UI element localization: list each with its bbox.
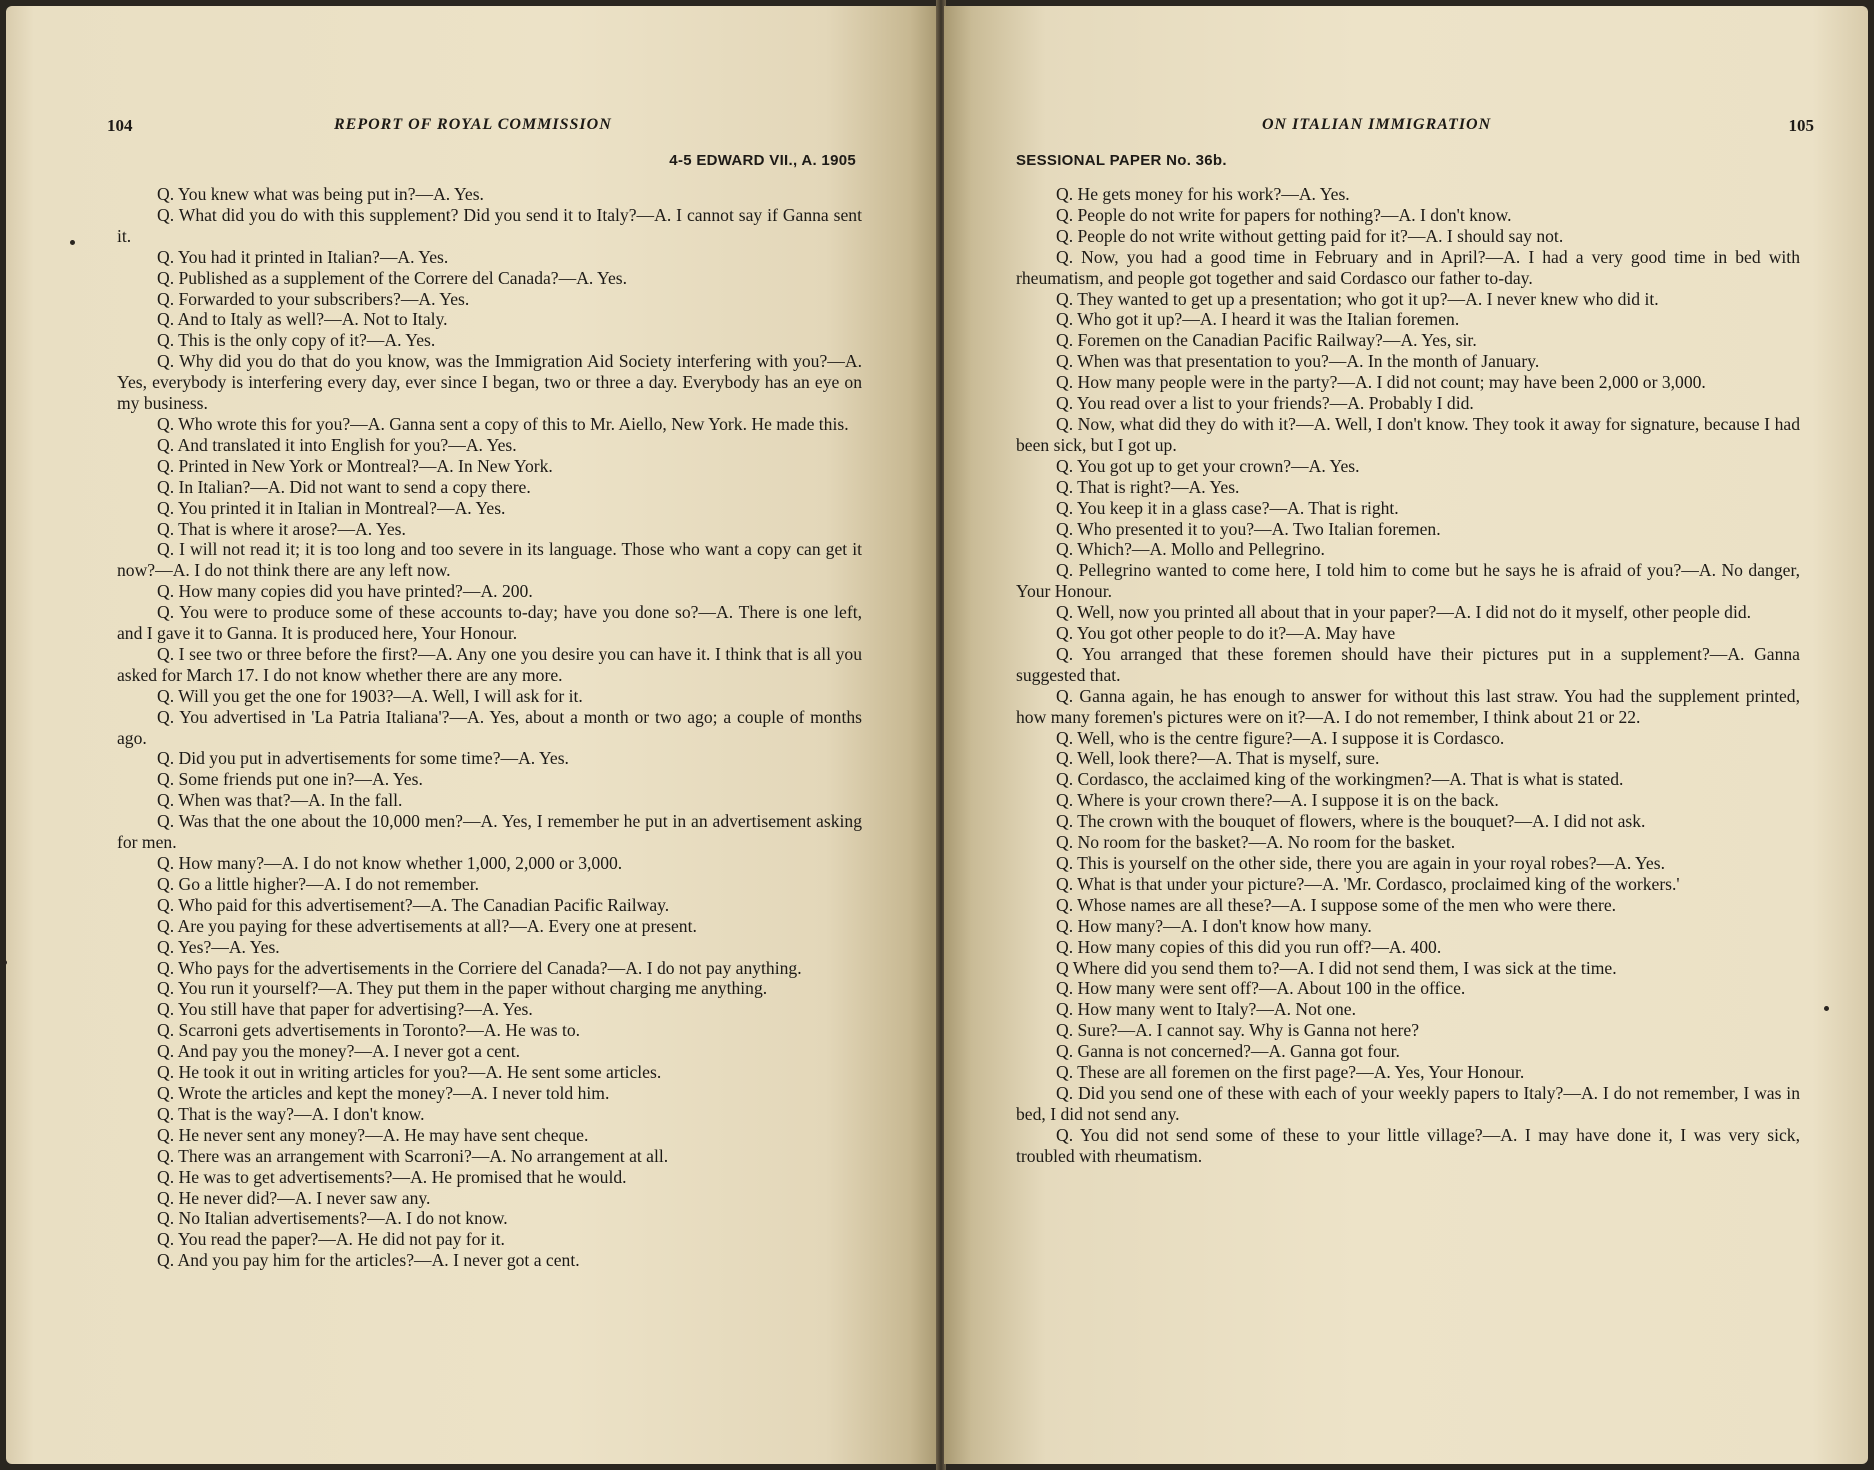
qa-paragraph: Q. Who got it up?—A. I heard it was the Italian foremen. — [1056, 309, 1460, 330]
qa-paragraph: Q. And pay you the money?—A. I never got a cent. — [157, 1041, 521, 1062]
page-number: 105 — [1788, 116, 1814, 135]
qa-paragraph: Q. Which?—A. Mollo and Pellegrino. — [1056, 539, 1325, 560]
qa-paragraph: Q. Well, now you printed all about that in your paper?—A. I did not do it myself, other people did. — [1056, 602, 1752, 623]
qa-paragraph: Q. How many copies of this did you run off?—A. 400. — [1056, 936, 1442, 957]
qa-paragraph: Q. Yes?—A. Yes. — [157, 936, 280, 957]
qa-paragraph: Q. Why did you do that do you know, was the Immigration Aid Society interfering with you?—A. Yes, everybody is interfering every day, ever since I began, two or three a day. Everybody has an eye on my business. — [117, 351, 862, 414]
qa-paragraph: Q. And translated it into English for you?—A. Yes. — [157, 434, 517, 455]
qa-paragraph: Q. This is yourself on the other side, there you are again in your royal robes?—A. Yes. — [1056, 853, 1665, 873]
qa-paragraph: Q. The crown with the bouquet of flowers, where is the bouquet?—A. I did not ask. — [1056, 811, 1646, 832]
qa-paragraph: Q. He never did?—A. I never saw any. — [157, 1187, 431, 1208]
qa-paragraph: Q. Published as a supplement of the Correre del Canada?—A. Yes. — [157, 267, 628, 288]
page-number: 104 — [107, 116, 133, 135]
qa-paragraph: Q. What did you do with this supplement? Did you send it to Italy?—A. I cannot say if Ganna sent it. — [117, 204, 862, 246]
qa-paragraph: Q. You did not send some of these to your little village?—A. I may have done it, I was very sick, troubled with rheumatism. — [1016, 1124, 1800, 1166]
qa-paragraph: Q. You got up to get your crown?—A. Yes. — [1056, 455, 1360, 476]
qa-paragraph: Q. Go a little higher?—A. I do not remember. — [157, 873, 479, 894]
qa-paragraph: Q. Ganna is not concerned?—A. Ganna got four. — [1056, 1041, 1400, 1062]
page-subhead: 4-5 EDWARD VII., A. 1905 — [669, 152, 856, 169]
qa-paragraph: Q. He never sent any money?—A. He may have sent cheque. — [157, 1124, 589, 1145]
qa-paragraph: Q. Ganna again, he has enough to answer for without this last straw. You had the supplement printed, how many foremen's pictures were on it?—A. I do not remember, I think about 21 or 22. — [1016, 685, 1800, 727]
page-subhead: SESSIONAL PAPER No. 36b. — [1016, 152, 1227, 169]
qa-paragraph: Q. This is the only copy of it?—A. Yes. — [157, 330, 436, 351]
qa-paragraph: Q. Will you get the one for 1903?—A. Well, I will ask for it. — [157, 685, 583, 706]
qa-paragraph: Q. You got other people to do it?—A. May have — [1056, 623, 1396, 644]
qa-paragraph: Q. Who pays for the advertisements in the Corriere del Canada?—A. I do not pay anything. — [157, 957, 802, 978]
qa-paragraph: Q. That is where it arose?—A. Yes. — [157, 518, 406, 539]
qa-paragraph: Q. He took it out in writing articles for you?—A. He sent some articles. — [157, 1062, 662, 1083]
qa-paragraph: Q. Forwarded to your subscribers?—A. Yes. — [157, 288, 470, 309]
qa-paragraph: Q. That is the way?—A. I don't know. — [157, 1103, 425, 1124]
qa-paragraph: Q. Sure?—A. I cannot say. Why is Ganna not here? — [1056, 1020, 1420, 1041]
qa-paragraph: Q. Did you send one of these with each of your weekly papers to Italy?—A. I do not remember, I was in bed, I did not send any. — [1016, 1082, 1800, 1124]
qa-paragraph: Q. And you pay him for the articles?—A. I never got a cent. — [157, 1250, 580, 1271]
qa-paragraph: Q. I see two or three before the first?—A. Any one you desire you can have it. I think that is all you asked for March 17. I do not know whether there are any more. — [117, 643, 862, 685]
qa-paragraph: Q. Pellegrino wanted to come here, I told him to come but he says he is afraid of you?—A. No danger, Your Honour. — [1016, 560, 1800, 602]
qa-paragraph: Q. Where is your crown there?—A. I suppose it is on the back. — [1056, 790, 1499, 811]
qa-paragraph: Q. You keep it in a glass case?—A. That is right. — [1056, 497, 1399, 518]
qa-paragraph: Q. No room for the basket?—A. No room for the basket. — [1056, 832, 1456, 853]
ink-speck — [2, 960, 7, 965]
qa-paragraph: Q. They wanted to get up a presentation; who got it up?—A. I never knew who did it. — [1056, 288, 1659, 309]
qa-paragraph: Q. Whose names are all these?—A. I suppose some of the men who were there. — [1056, 894, 1617, 915]
ink-speck — [70, 240, 75, 245]
ink-speck — [1824, 1006, 1829, 1011]
qa-paragraph: Q. What is that under your picture?—A. 'Mr. Cordasco, proclaimed king of the workers.' — [1056, 873, 1680, 894]
qa-paragraph: Q. He was to get advertisements?—A. He promised that he would. — [157, 1166, 627, 1187]
qa-paragraph: Q. How many were sent off?—A. About 100 in the office. — [1056, 978, 1466, 999]
qa-paragraph: Q. Some friends put one in?—A. Yes. — [157, 769, 423, 790]
qa-paragraph: Q. You read the paper?—A. He did not pay for it. — [157, 1229, 505, 1250]
page-body — [117, 184, 862, 1271]
qa-paragraph: Q. There was an arrangement with Scarroni?—A. No arrangement at all. — [157, 1145, 669, 1166]
qa-paragraph: Q. Now, what did they do with it?—A. Well, I don't know. They took it away for signature, because I had been sick, but I got up. — [1016, 413, 1800, 455]
right-page — [944, 6, 1868, 1464]
qa-paragraph: Q. How many went to Italy?—A. Not one. — [1056, 999, 1357, 1020]
qa-paragraph: Q. You arranged that these foremen should have their pictures put in a supplement?—A. Ganna suggested that. — [1016, 643, 1800, 685]
qa-paragraph: Q. Wrote the articles and kept the money?—A. I never told him. — [157, 1082, 610, 1103]
qa-paragraph: Q. Now, you had a good time in February and in April?—A. I had a very good time in bed with rheumatism, and people got together and said Cordasco our father to-day. — [1016, 246, 1800, 288]
qa-paragraph: Q. You knew what was being put in?—A. Yes. — [157, 184, 484, 204]
qa-paragraph: Q. Who paid for this advertisement?—A. The Canadian Pacific Railway. — [157, 894, 670, 915]
qa-paragraph: Q. How many?—A. I don't know how many. — [1056, 915, 1372, 936]
qa-paragraph: Q. You run it yourself?—A. They put them in the paper without charging me anything. — [157, 978, 768, 999]
qa-paragraph: Q. How many people were in the party?—A. I did not count; may have been 2,000 or 3,000. — [1056, 372, 1706, 393]
qa-paragraph: Q. When was that?—A. In the fall. — [157, 790, 403, 811]
left-page — [6, 6, 938, 1464]
page-body — [1016, 184, 1800, 1167]
qa-paragraph: Q. Well, look there?—A. That is myself, sure. — [1056, 748, 1380, 769]
qa-paragraph: Q. You printed it in Italian in Montreal?—A. Yes. — [157, 497, 506, 518]
qa-paragraph: Q. Are you paying for these advertisements at all?—A. Every one at present. — [157, 915, 697, 936]
qa-paragraph: Q. You advertised in 'La Patria Italiana'?—A. Yes, about a month or two ago; a couple of months ago. — [117, 706, 862, 748]
qa-paragraph: Q. How many copies did you have printed?—A. 200. — [157, 581, 533, 602]
running-head: ON ITALIAN IMMIGRATION — [1262, 116, 1492, 133]
qa-paragraph: Q. In Italian?—A. Did not want to send a copy there. — [157, 476, 531, 497]
qa-paragraph: Q. Cordasco, the acclaimed king of the workingmen?—A. That is what is stated. — [1056, 769, 1624, 790]
qa-paragraph: Q. Who presented it to you?—A. Two Italian foremen. — [1056, 518, 1441, 539]
qa-paragraph: Q. No Italian advertisements?—A. I do not know. — [157, 1208, 508, 1229]
qa-paragraph: Q. I will not read it; it is too long and too severe in its language. Those who want a copy can get it now?—A. I do not think there are any left now. — [117, 539, 862, 581]
qa-paragraph: Q. Who wrote this for you?—A. Ganna sent a copy of this to Mr. Aiello, New York. He made this. — [157, 413, 849, 434]
qa-paragraph: Q. That is right?—A. Yes. — [1056, 476, 1240, 497]
qa-paragraph: Q. You were to produce some of these accounts to-day; have you done so?—A. There is one left, and I gave it to Ganna. It is produced here, Your Honour. — [117, 602, 862, 644]
qa-paragraph: Q. Scarroni gets advertisements in Toronto?—A. He was to. — [157, 1020, 581, 1041]
running-head: REPORT OF ROYAL COMMISSION — [334, 116, 612, 133]
qa-paragraph: Q. He gets money for his work?—A. Yes. — [1056, 184, 1350, 204]
qa-paragraph: Q. And to Italy as well?—A. Not to Italy. — [157, 309, 448, 330]
qa-paragraph: Q. You read over a list to your friends?—A. Probably I did. — [1056, 393, 1474, 414]
qa-paragraph: Q. Did you put in advertisements for some time?—A. Yes. — [157, 748, 569, 769]
qa-paragraph: Q. You had it printed in Italian?—A. Yes. — [157, 246, 449, 267]
qa-paragraph: Q. These are all foremen on the first page?—A. Yes, Your Honour. — [1056, 1062, 1525, 1083]
qa-paragraph: Q. Printed in New York or Montreal?—A. In New York. — [157, 455, 553, 476]
qa-paragraph: Q. People do not write without getting paid for it?—A. I should say not. — [1056, 225, 1564, 246]
qa-paragraph: Q Where did you send them to?—A. I did not send them, I was sick at the time. — [1056, 957, 1617, 978]
qa-paragraph: Q. Foremen on the Canadian Pacific Railway?—A. Yes, sir. — [1056, 330, 1477, 351]
qa-paragraph: Q. When was that presentation to you?—A. In the month of January. — [1056, 351, 1540, 372]
qa-paragraph: Q. Well, who is the centre figure?—A. I suppose it is Cordasco. — [1056, 727, 1505, 748]
qa-paragraph: Q. Was that the one about the 10,000 men?—A. Yes, I remember he put in an advertisement asking for men. — [117, 811, 862, 853]
qa-paragraph: Q. How many?—A. I do not know whether 1,000, 2,000 or 3,000. — [157, 853, 623, 873]
qa-paragraph: Q. People do not write for papers for nothing?—A. I don't know. — [1056, 204, 1512, 225]
qa-paragraph: Q. You still have that paper for advertising?—A. Yes. — [157, 999, 533, 1020]
